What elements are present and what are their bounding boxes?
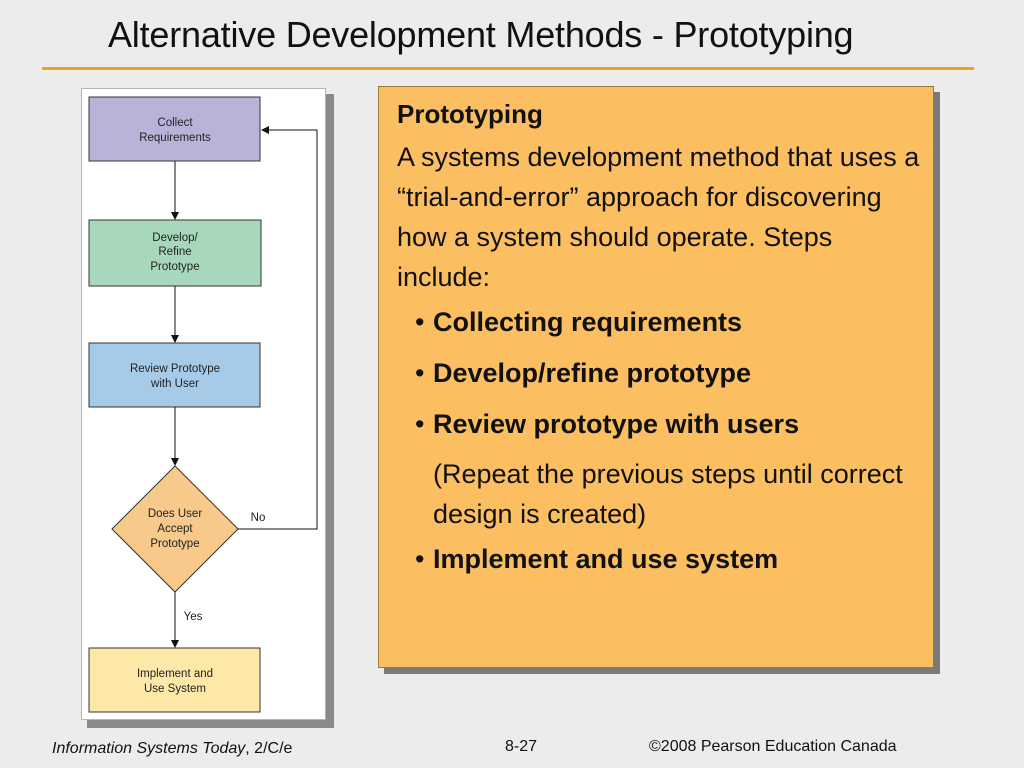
slide-title: Alternative Development Methods - Prototyping bbox=[108, 14, 854, 55]
bullet-item bbox=[415, 407, 921, 441]
develop-line-1: Develop/ bbox=[152, 232, 198, 244]
prototyping-text-panel bbox=[378, 86, 934, 668]
no-label: No bbox=[250, 512, 266, 524]
bullet-text: Develop/refine prototype bbox=[433, 358, 752, 388]
develop-line-3: Prototype bbox=[150, 261, 200, 273]
bullet-dot: • bbox=[415, 409, 425, 439]
footer-book-title bbox=[52, 740, 292, 758]
decision-line-1: Does User bbox=[147, 508, 203, 520]
collect-line-2: Requirements bbox=[139, 132, 211, 144]
develop-line-2: Refine bbox=[158, 246, 192, 258]
decision-line-2: Accept bbox=[157, 523, 193, 535]
bullet-dot: • bbox=[415, 358, 425, 388]
footer-page-number: 8-27 bbox=[505, 738, 538, 755]
arrow-no-loop bbox=[238, 130, 317, 529]
yes-label: Yes bbox=[183, 611, 203, 623]
collect-line-1: Collect bbox=[157, 117, 193, 129]
title-divider bbox=[42, 67, 974, 70]
footer-edition: , 2/C/e bbox=[245, 740, 293, 757]
bullet-item bbox=[415, 356, 921, 390]
bullet-text: Collecting requirements bbox=[433, 307, 743, 337]
flowchart-panel bbox=[81, 88, 326, 720]
bullet-text: Review prototype with users bbox=[433, 409, 800, 439]
review-line-2: with User bbox=[151, 378, 199, 390]
review-line-1: Review Prototype bbox=[129, 363, 221, 375]
implement-system-box bbox=[89, 648, 260, 712]
footer-copyright: ©2008 Pearson Education Canada bbox=[649, 738, 897, 755]
flowchart-diagram bbox=[82, 89, 327, 721]
decision-line-3: Prototype bbox=[150, 538, 200, 550]
bullet-item bbox=[415, 542, 921, 576]
review-prototype-box bbox=[89, 343, 260, 407]
footer-book: Information Systems Today bbox=[52, 740, 246, 757]
repeat-note: (Repeat the previous steps until correct design is created) bbox=[433, 459, 903, 529]
bullet-dot: • bbox=[415, 307, 425, 337]
panel-description: A systems development method that uses a “trial-and-error” approach for discovering how a system should operate. Steps include: bbox=[397, 142, 920, 292]
implement-line-1: Implement and bbox=[136, 668, 214, 680]
collect-requirements-box bbox=[89, 97, 260, 161]
bullet-text: Implement and use system bbox=[433, 544, 779, 574]
implement-line-2: Use System bbox=[144, 683, 206, 695]
bullet-dot: • bbox=[415, 544, 425, 574]
panel-heading: Prototyping bbox=[397, 99, 543, 129]
bullet-item bbox=[415, 305, 921, 339]
